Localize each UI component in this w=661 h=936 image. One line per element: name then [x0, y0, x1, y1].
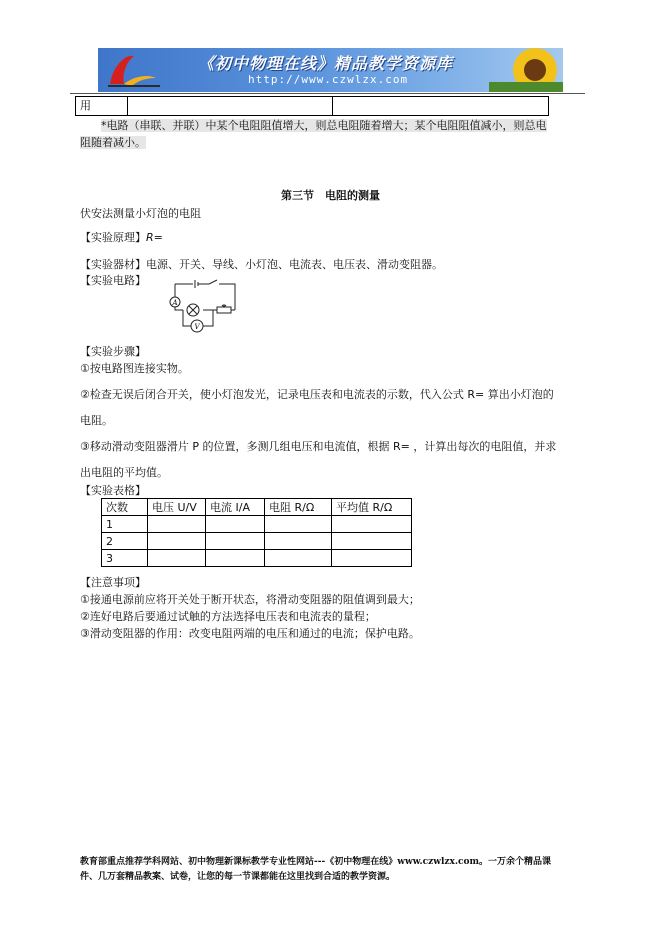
note-3: ③滑动变阻器的作用：改变电阻两端的电压和通过的电流；保护电路。: [80, 627, 420, 640]
table-label: 【实验表格】: [80, 484, 146, 497]
table-cell: 2: [102, 533, 148, 550]
table-cell: 1: [102, 516, 148, 533]
step-2-line-2: 电阻。: [80, 414, 113, 427]
principle-label: 【实验原理】: [80, 231, 146, 244]
table-cell: [128, 97, 333, 115]
footer-line-1: 教育部重点推荐学科网站、初中物理新课标教学专业性网站---《初中物理在线》www.czwlzx.com。一万余个精品课: [80, 857, 552, 867]
table-header: 次数: [102, 499, 148, 516]
header-banner: [98, 48, 563, 92]
steps-label: 【实验步骤】: [80, 345, 146, 358]
table-row: [102, 533, 412, 550]
section-title: 第三节 电阻的测量: [281, 189, 380, 202]
voltmeter-label: V: [194, 323, 200, 331]
equipment: [80, 256, 443, 273]
equipment-label: 【实验器材】: [80, 258, 146, 271]
table-header-row: [102, 499, 412, 516]
ammeter-label: A: [172, 299, 178, 307]
note-line-2: 阻随着减小。: [80, 136, 146, 149]
subtitle: 伏安法测量小灯泡的电阻: [80, 207, 201, 220]
note-2: ②连好电路后要通过试触的方法选择电压表和电流表的量程；: [80, 610, 376, 623]
banner-url[interactable]: http://www.czwlzx.com: [248, 73, 409, 86]
table-cell: 用: [76, 97, 128, 115]
footer-line-2: 件、几万套精品教案、试卷，让您的每一节课都能在这里找到合适的教学资源。: [80, 872, 396, 882]
experiment-table: [101, 498, 412, 567]
banner-title: 《初中物理在线》精品教学资源库: [198, 54, 454, 73]
table-header: 电阻 R/Ω: [265, 499, 332, 516]
notes-label: 【注意事项】: [80, 576, 146, 589]
table-row: [102, 516, 412, 533]
note-line-1: *电路（串联、并联）中某个电阻阻值增大，则总电阻随着增大；某个电阻阻值减小，则总电: [101, 119, 547, 132]
step-1: ①按电路图连接实物。: [80, 362, 189, 375]
table-cell: [333, 97, 548, 115]
sunflower-icon: [489, 48, 563, 92]
equipment-text: 电源、开关、导线、小灯泡、电流表、电压表、滑动变阻器。: [146, 258, 443, 271]
step-3-line-1: ③移动滑动变阻器滑片 P 的位置，多测几组电压和电流值，根据 R= ，计算出每次的电阻值，并求: [80, 440, 557, 453]
note-1: ①接通电源前应将开关处于断开状态，将滑动变阻器的阻值调到最大；: [80, 593, 420, 606]
circuit-label: 【实验电路】: [80, 274, 146, 287]
table-row: [102, 550, 412, 567]
table-header: 电流 I/A: [206, 499, 265, 516]
step-2-line-1: ②检查无误后闭合开关，使小灯泡发光，记录电压表和电流表的示数，代入公式 R= 算出小灯泡的: [80, 388, 554, 401]
principle: [80, 229, 163, 246]
table-header: 电压 U/V: [148, 499, 206, 516]
table-cell: 3: [102, 550, 148, 567]
step-3-line-2: 出电阻的平均值。: [80, 466, 168, 479]
page-footer: [80, 855, 590, 885]
table-fragment-row: [75, 96, 549, 116]
header-divider: [70, 93, 585, 94]
principle-formula: R=: [146, 231, 163, 244]
table-header: 平均值 R/Ω: [332, 499, 412, 516]
site-logo: [104, 52, 168, 88]
circuit-diagram: [165, 278, 241, 340]
